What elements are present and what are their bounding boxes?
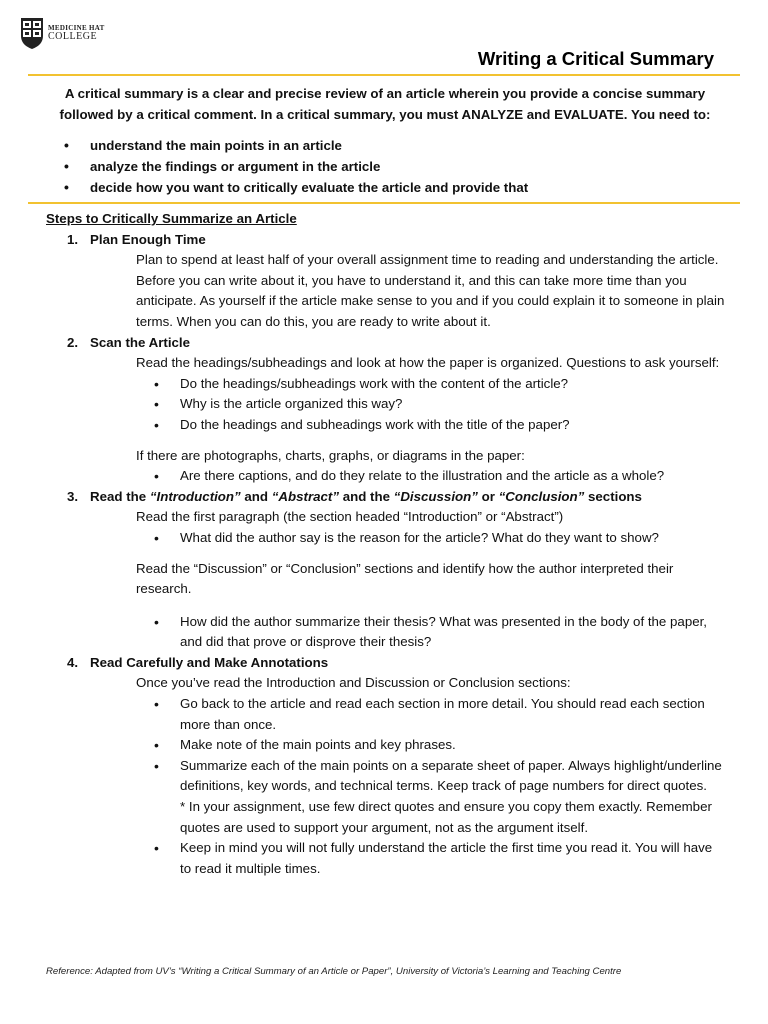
step-3-heading <box>46 487 726 508</box>
step-title-part: Read the <box>90 488 150 504</box>
list-item: • Do the headings and subheadings work with the title of the paper? <box>154 415 726 436</box>
list-item: • Keep in mind you will not fully understand the article the first time you read it. You will have to read it multiple times. <box>154 838 726 879</box>
step-4-paragraph: Once you’ve read the Introduction and Discussion or Conclusion sections: <box>136 675 571 691</box>
step-title-part: sections <box>584 488 642 504</box>
step-2-heading <box>46 333 726 354</box>
steps-heading: Steps to Critically Summarize an Article <box>46 211 297 226</box>
step-title-part: “Introduction” <box>149 488 241 504</box>
college-logo <box>20 16 105 50</box>
step-1-paragraph: Plan to spend at least half of your overall assignment time to reading and understanding the article. Before you can write about it, you have to understand it, and this can take more time than you anticipate. As yourself if the article make sense to you and if you could explain it to someone in plain terms. When you can do this, you are ready to write about it. <box>136 252 725 329</box>
step-number: 2. <box>67 334 79 350</box>
step-2-paragraph-2: If there are photographs, charts, graphs, or diagrams in the paper: <box>136 447 525 463</box>
intro-bullet: • understand the main points in an article <box>64 135 528 156</box>
step-title-part: and the <box>339 488 394 504</box>
list-item: • Go back to the article and read each section in more detail. You should read each section more than once. <box>154 694 726 735</box>
step-2-question-list <box>154 374 726 436</box>
intro-paragraph: A critical summary is a clear and precise review of an article wherein you provide a concise summary followed by a critical comment. In a critical summary, you must ANALYZE and EVALUATE. You need to: <box>59 86 711 122</box>
step-title-part: “Abstract” <box>271 488 339 504</box>
step-3-thesis-list <box>154 612 726 653</box>
quote-note: * In your assignment, use few direct quotes and ensure you copy them exactly. Remember quotes are used to support your argument, not as the argument itself. <box>180 799 712 835</box>
document-title: Writing a Critical Summary <box>477 48 714 69</box>
list-item: • What did the author say is the reason for the article? What do they want to show? <box>154 528 726 549</box>
step-title-part: and <box>240 488 272 504</box>
step-number: 3. <box>67 488 79 504</box>
step-title-part: or <box>477 488 499 504</box>
step-4-annotation-list <box>154 694 726 879</box>
step-1-heading <box>46 230 726 251</box>
step-3-question-list <box>154 528 726 549</box>
section-divider <box>28 202 740 204</box>
header-divider <box>28 74 740 76</box>
intro-bullet-list <box>64 135 528 198</box>
step-2-figure-list <box>154 466 726 487</box>
steps-section <box>46 209 726 879</box>
intro-bullet: • analyze the findings or argument in the article <box>64 156 528 177</box>
list-item: • Why is the article organized this way? <box>154 394 726 415</box>
list-item <box>154 756 726 838</box>
college-wordmark <box>48 25 105 42</box>
list-item: • Do the headings/subheadings work with the content of the article? <box>154 374 726 395</box>
intro-bullet: • decide how you want to critically evaluate the article and provide that <box>64 177 528 198</box>
college-crest-icon <box>20 16 44 50</box>
step-3-paragraph-2: Read the “Discussion” or “Conclusion” sections and identify how the author interpreted their research. <box>136 560 674 597</box>
step-title: Read Carefully and Make Annotations <box>90 654 329 670</box>
step-3-paragraph: Read the first paragraph (the section headed “Introduction” or “Abstract”) <box>136 509 564 525</box>
logo-line2: COLLEGE <box>48 30 98 42</box>
list-item: • Are there captions, and do they relate to the illustration and the article as a whole? <box>154 466 726 487</box>
step-number: 4. <box>67 654 79 670</box>
step-number: 1. <box>67 231 79 247</box>
step-2-paragraph: Read the headings/subheadings and look at how the paper is organized. Questions to ask yourself: <box>136 355 720 371</box>
step-title: Scan the Article <box>90 334 191 350</box>
reference-footnote: Reference: Adapted from UV’s “Writing a Critical Summary of an Article or Paper”, University of Victoria’s Learning and Teaching Centre <box>46 966 622 977</box>
list-item-text: Summarize each of the main points on a separate sheet of paper. Always highlight/underline definitions, key words, and technical terms. Keep track of page numbers for direct quotes. <box>180 757 722 794</box>
step-title: Plan Enough Time <box>90 231 206 247</box>
step-4-heading <box>46 653 726 674</box>
list-item: • Make note of the main points and key phrases. <box>154 735 726 756</box>
step-title-part: “Discussion” <box>393 488 478 504</box>
list-item: • How did the author summarize their thesis? What was presented in the body of the paper, and did that prove or disprove their thesis? <box>154 612 726 653</box>
logo-line1: MEDICINE HAT <box>48 23 105 32</box>
step-title-part: “Conclusion” <box>498 488 585 504</box>
